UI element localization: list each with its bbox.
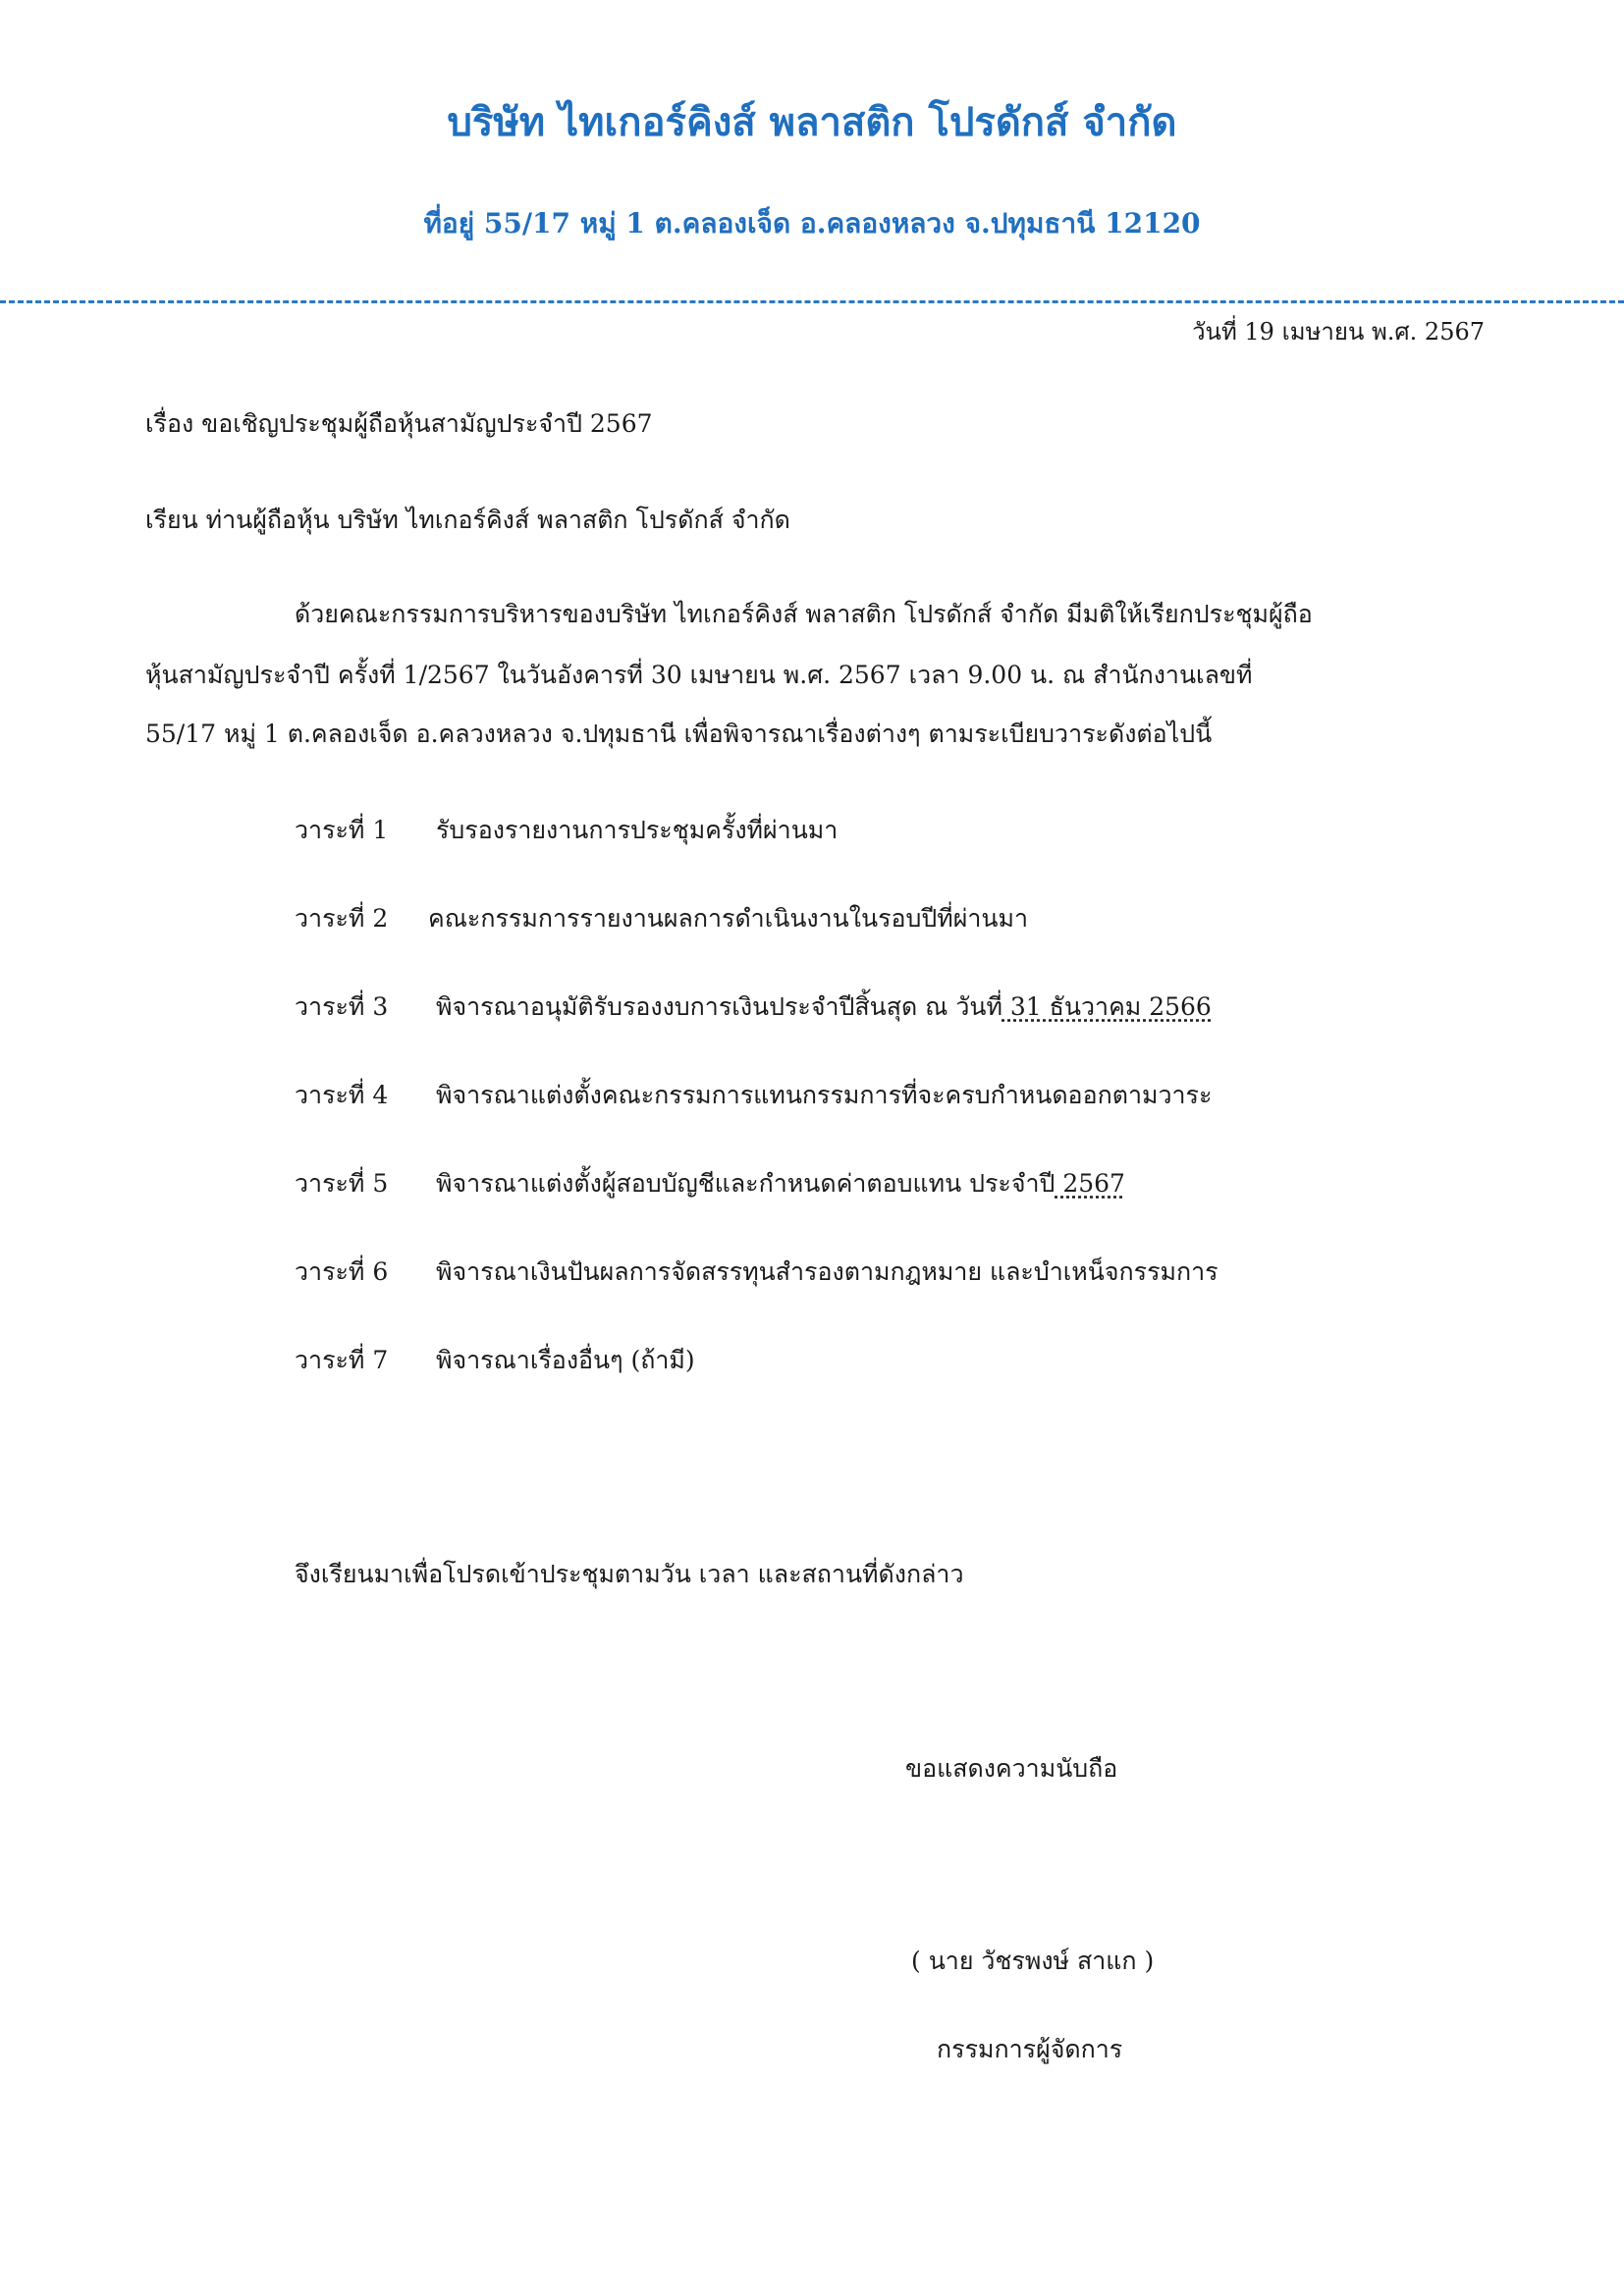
agenda-text-main: พิจารณาเงินปันผลการจัดสรรทุนสำรองตามกฎหมาย และบำเหน็จกรรมการ [436,1257,1218,1286]
regards: ขอแสดงความนับถือ [905,1754,1118,1783]
agenda-label: วาระที่ 1 [295,816,389,844]
agenda-text [428,899,1028,938]
signer-title: กรรมการผู้จัดการ [937,2035,1123,2063]
signer-name: ( นาย วัชรพงษ์ สาแก ) [911,1947,1155,1975]
intro-line: ด้วยคณะกรรมการบริหารของบริษัท ไทเกอร์คิงส์ พลาสติก โปรดักส์ จำกัด มีมติให้เรียกประชุมผู้ถือ [295,600,1313,628]
agenda-text-main: รับรองรายงานการประชุมครั้งที่ผ่านมา [436,816,839,844]
agenda-label: วาระที่ 7 [295,1346,389,1374]
agenda-text-main: คณะกรรมการรายงานผลการดำเนินงานในรอบปีที่ผ่านมา [428,904,1029,933]
agenda-label: วาระที่ 6 [295,1257,389,1286]
agenda-label: วาระที่ 2 [295,904,389,933]
agenda-label: วาระที่ 3 [295,992,389,1021]
company-name: บริษัท ไทเกอร์คิงส์ พลาสติก โปรดักส์ จำกัด [447,99,1177,145]
agenda-text [436,811,838,850]
agenda-label: วาระที่ 4 [295,1081,389,1109]
header-divider [0,300,1624,303]
letter-subject: เรื่อง ขอเชิญประชุมผู้ถือหุ้นสามัญประจำปี 2567 [145,409,653,438]
agenda-text [436,1341,695,1380]
closing-statement: จึงเรียนมาเพื่อโปรดเข้าประชุมตามวัน เวลา และสถานที่ดังกล่าว [295,1560,964,1588]
agenda-text-main: พิจารณาแต่งตั้งคณะกรรมการแทนกรรมการที่จะครบกำหนดออกตามวาระ [436,1081,1213,1109]
agenda-text-main: พิจารณาแต่งตั้งผู้สอบบัญชีและกำหนดค่าตอบแทน ประจำปี [436,1169,1056,1198]
letter-recipient: เรียน ท่านผู้ถือหุ้น บริษัท ไทเกอร์คิงส์ พลาสติก โปรดักส์ จำกัด [145,506,790,534]
agenda-date-underlined: 31 ธันวาคม 2566 [1001,992,1212,1021]
agenda-text [436,1076,1212,1115]
intro-line: 55/17 หมู่ 1 ต.คลองเจ็ด อ.คลวงหลวง จ.ปทุมธานี เพื่อพิจารณาเรื่องต่างๆ ตามระเบียบวาระดังต่อไปนี้ [145,720,1213,748]
intro-line: หุ้นสามัญประจำปี ครั้งที่ 1/2567 ในวันอังคารที่ 30 เมษายน พ.ศ. 2567 เวลา 9.00 น. ณ สำนักงานเลขที่ [145,661,1253,689]
agenda-year-underlined: 2567 [1055,1169,1125,1198]
agenda-text [436,1164,1125,1203]
agenda-label: วาระที่ 5 [295,1169,389,1198]
letter-date: วันที่ 19 เมษายน พ.ศ. 2567 [1192,318,1485,346]
company-address: ที่อยู่ 55/17 หมู่ 1 ต.คลองเจ็ด อ.คลองหลวง จ.ปทุมธานี 12120 [423,207,1201,240]
agenda-text-main: พิจารณาอนุมัติรับรองงบการเงินประจำปีสิ้นสุด ณ วันที่ [436,992,1002,1021]
agenda-text-main: พิจารณาเรื่องอื่นๆ (ถ้ามี) [436,1346,695,1374]
agenda-text [436,988,1212,1027]
agenda-text [436,1253,1218,1292]
